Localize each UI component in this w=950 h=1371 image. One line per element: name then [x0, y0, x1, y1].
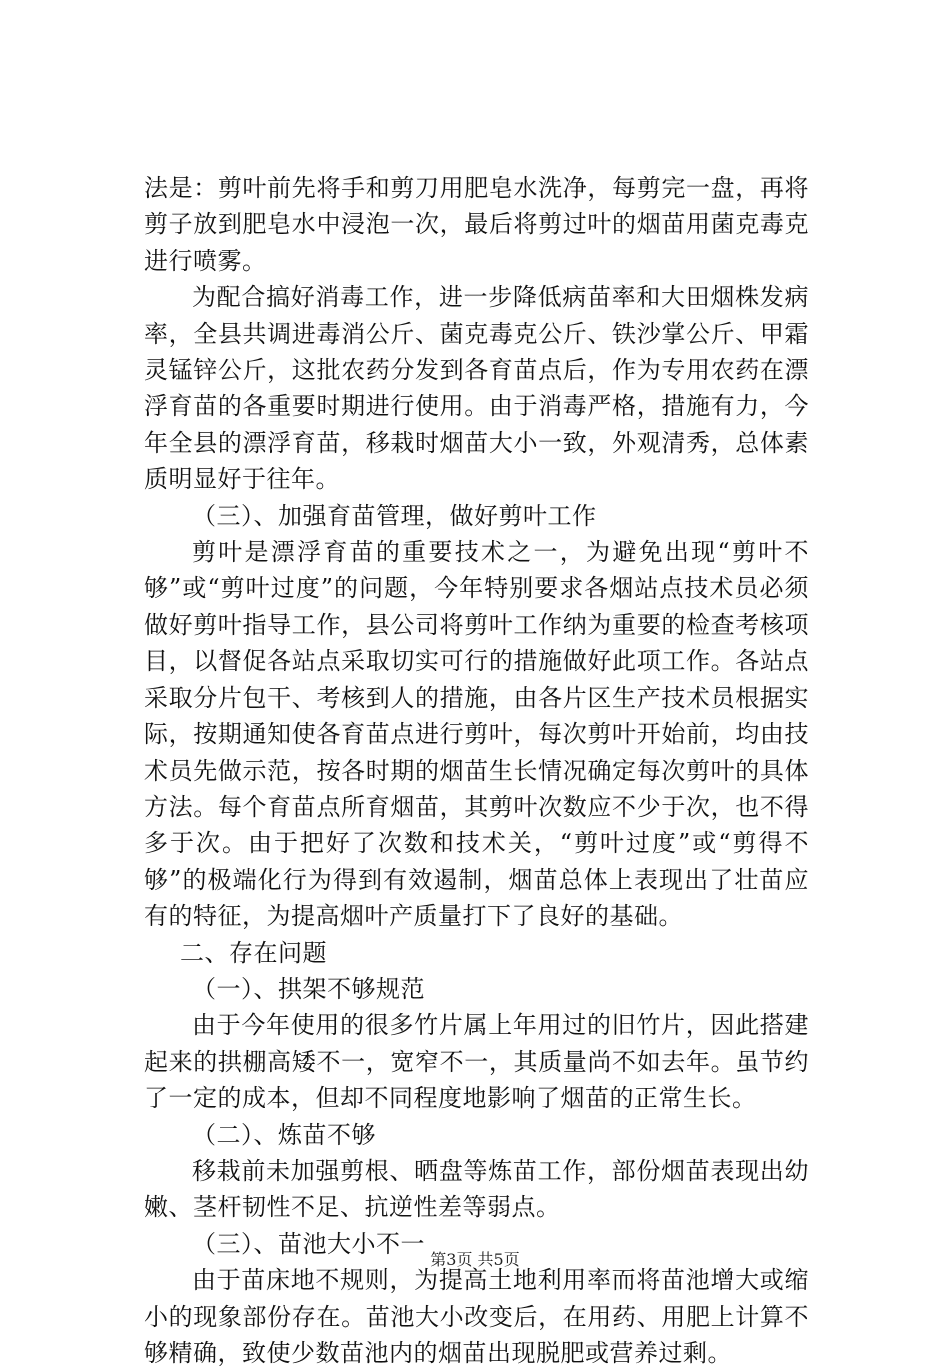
subheading-pool-size: （三）、苗池大小不一: [192, 1229, 425, 1258]
subheading-seedling-management: （三）、加强育苗管理，做好剪叶工作: [192, 501, 597, 530]
subheading-seedling-hardening: （二）、炼苗不够: [192, 1120, 376, 1149]
document-body: [144, 170, 809, 1371]
paragraph-disinfection: 为配合搞好消毒工作，进一步降低病苗率和大田烟株发病率，全县共调进毒消公斤、菌克毒克公斤、铁沙掌公斤、甲霜灵锰锌公斤，这批农药分发到各育苗点后，作为专用农药在漂浮育苗的各重要时期进行使用。由于消毒严格，措施有力，今年全县的漂浮育苗，移栽时烟苗大小一致，外观清秀，总体素质明显好于往年。: [144, 283, 809, 494]
paragraph-leaf-trimming: 剪叶是漂浮育苗的重要技术之一，为避免出现“剪叶不够”或“剪叶过度”的问题，今年特别要求各烟站点技术员必须做好剪叶指导工作，县公司将剪叶工作纳为重要的检查考核项目，以督促各站点采取切实可行的措施做好此项工作。各站点采取分片包干、考核到人的措施，由各片区生产技术员根据实际，按期通知使各育苗点进行剪叶，每次剪叶开始前，均由技术员先做示范，按各时期的烟苗生长情况确定每次剪叶的具体方法。每个育苗点所育烟苗，其剪叶次数应不少于次，也不得多于次。由于把好了次数和技术关，“剪叶过度”或“剪得不够”的极端化行为得到有效遏制，烟苗总体上表现出了壮苗应有的特征，为提高烟叶产质量打下了良好的基础。: [144, 538, 809, 931]
paragraph-arch-frames: 由于今年使用的很多竹片属上年用过的旧竹片，因此搭建起来的拱棚高矮不一，宽窄不一，其质量尚不如去年。虽节约了一定的成本，但却不同程度地影响了烟苗的正常生长。: [144, 1011, 809, 1113]
page-number-footer: 第3页 共5页: [430, 1250, 520, 1269]
heading-existing-problems: 二、存在问题: [180, 938, 327, 967]
paragraph-continuation: 法是：剪叶前先将手和剪刀用肥皂水洗净，每剪完一盘，再将剪子放到肥皂水中浸泡一次，最后将剪过叶的烟苗用菌克毒克进行喷雾。: [144, 174, 809, 275]
paragraph-pool-size: 由于苗床地不规则，为提高土地利用率而将苗池增大或缩小的现象部份存在。苗池大小改变后，在用药、用肥上计算不够精确，致使少数苗池内的烟苗出现脱肥或营养过剩。: [144, 1266, 809, 1367]
paragraph-seedling-hardening: 移栽前未加强剪根、晒盘等炼苗工作，部份烟苗表现出幼嫩、茎杆韧性不足、抗逆性差等弱点。: [144, 1156, 809, 1222]
subheading-arch-frames: （一）、拱架不够规范: [192, 974, 425, 1003]
